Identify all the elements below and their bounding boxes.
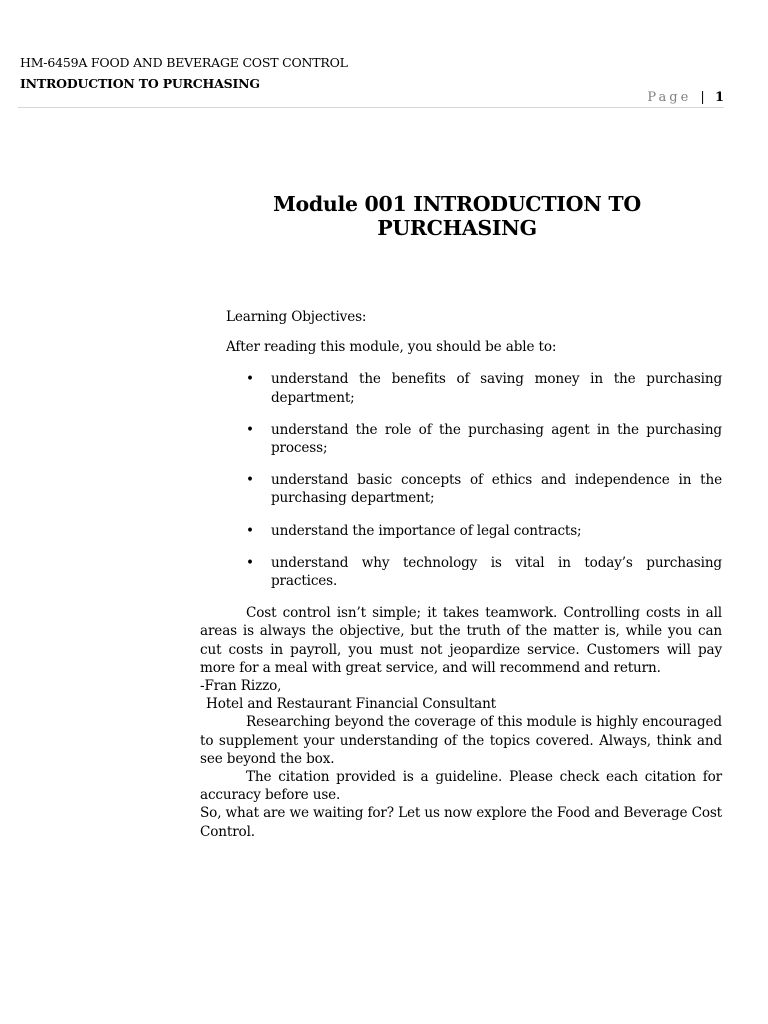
page-separator: | <box>700 90 705 105</box>
page-number: 1 <box>714 90 724 105</box>
bullet-icon: • <box>246 421 254 438</box>
closing-paragraph: So, what are we waiting for? Let us now explore the Food and Beverage Cost Control. <box>200 805 722 840</box>
objectives-intro: After reading this module, you should be able to: <box>226 339 557 356</box>
topic-title: INTRODUCTION TO PURCHASING <box>20 76 260 91</box>
course-title: HM-6459A FOOD AND BEVERAGE COST CONTROL <box>20 55 348 70</box>
page-header <box>20 52 726 94</box>
quote-paragraph: Cost control isn’t simple; it takes teamwork. Controlling costs in all areas is always the objective, but the truth of the matter is, while you can cut costs in payroll, you must not jeopardize service. Customers will pay more for a meal with great service, and will recommend and return. <box>200 605 722 676</box>
objective-text: understand the benefits of saving money in the purchasing department; <box>271 371 722 406</box>
objectives-label: Learning Objectives: <box>226 309 367 325</box>
citation-paragraph: The citation provided is a guideline. Please check each citation for accuracy before use. <box>200 769 722 804</box>
header-divider <box>18 107 724 108</box>
objective-text: understand basic concepts of ethics and independence in the purchasing department; <box>271 472 722 507</box>
list-item <box>200 421 722 457</box>
bullet-icon: • <box>246 371 254 388</box>
quote-author-title: Hotel and Restaurant Financial Consultant <box>206 696 496 713</box>
bullet-icon: • <box>246 472 254 489</box>
list-item <box>200 554 722 590</box>
objective-text: understand the role of the purchasing agent in the purchasing process; <box>271 421 722 457</box>
module-content <box>200 308 722 841</box>
module-title: Module 001 INTRODUCTION TO PURCHASING <box>273 192 641 240</box>
list-item <box>200 471 722 507</box>
page-number-indicator <box>647 90 724 105</box>
objective-text: understand why technology is vital in today’s purchasing practices. <box>271 554 722 590</box>
page-label: Page <box>647 90 692 105</box>
bullet-icon: • <box>246 554 254 571</box>
bullet-icon: • <box>246 522 254 539</box>
list-item <box>200 522 722 540</box>
objectives-list <box>200 370 722 590</box>
research-paragraph: Researching beyond the coverage of this module is highly encouraged to supplement your understanding of the topics covered. Always, think and see beyond the box. <box>200 714 722 767</box>
objective-text: understand the importance of legal contracts; <box>271 522 582 539</box>
quote-author: -Fran Rizzo, <box>200 678 282 695</box>
list-item <box>200 370 722 406</box>
